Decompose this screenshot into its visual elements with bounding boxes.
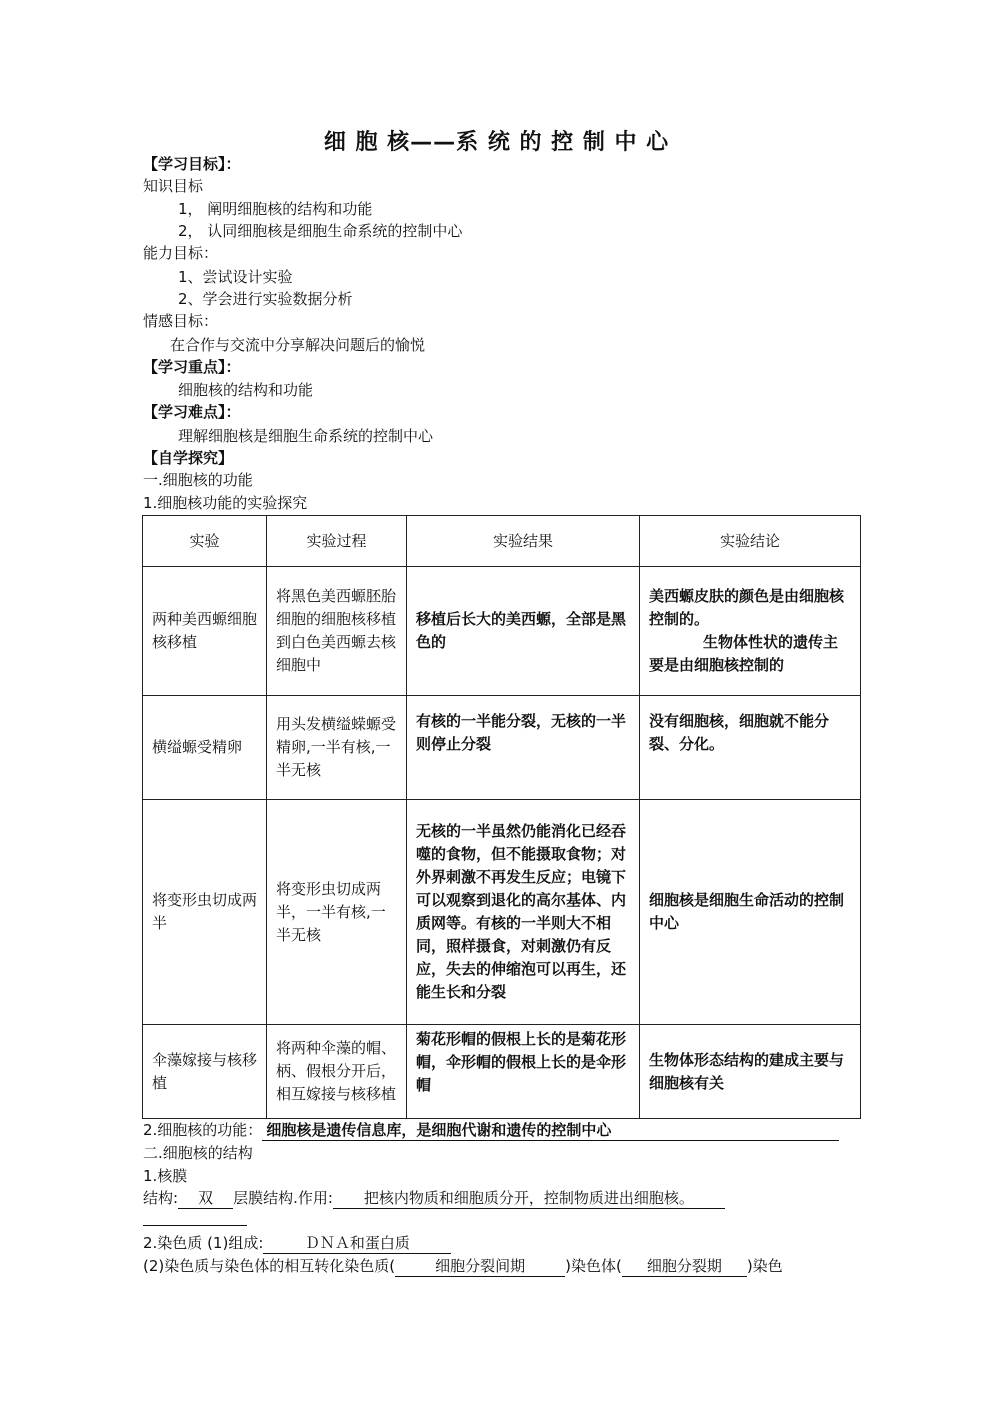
layers-answer: 双 bbox=[178, 1188, 233, 1209]
structure-prefix: 结构: bbox=[143, 1189, 179, 1207]
emotion-goal-label: 情感目标： bbox=[143, 312, 219, 330]
transform-suffix: )染色 bbox=[746, 1257, 783, 1275]
header-conclusion: 实验结论 bbox=[640, 516, 861, 567]
cell-process: 将变形虫切成两半，一半有核,一半无核 bbox=[267, 800, 407, 1025]
membrane-structure-line bbox=[143, 1188, 725, 1209]
key-point-heading: 【学习重点】： bbox=[143, 358, 241, 376]
conclusion-line: 美西螈皮肤的颜色是由细胞核控制的。 bbox=[649, 587, 845, 628]
cell-conclusion: 生物体形态结构的建成主要与细胞核有关 bbox=[640, 1025, 861, 1119]
function-line bbox=[143, 1120, 839, 1141]
cell-conclusion: 没有细胞核，细胞就不能分裂、分化。 bbox=[640, 696, 861, 800]
section-one-subtitle: 1.细胞核功能的实验探究 bbox=[143, 494, 308, 512]
emotion-goal-text: 在合作与交流中分享解决问题后的愉悦 bbox=[170, 336, 426, 354]
key-point-text: 细胞核的结构和功能 bbox=[178, 381, 314, 399]
table-header-row bbox=[143, 516, 861, 567]
answer-line-continuation bbox=[143, 1225, 247, 1226]
section-one-title: 一.细胞核的功能 bbox=[143, 471, 253, 489]
transform-answer-division: 细胞分裂期 bbox=[622, 1256, 747, 1277]
chromatin-transform-line bbox=[143, 1256, 783, 1277]
explore-heading: 【自学探究】 bbox=[143, 449, 234, 467]
knowledge-goal-item: 1， 阐明细胞核的结构和功能 bbox=[178, 200, 373, 218]
transform-mid: )染色体( bbox=[565, 1257, 622, 1275]
ability-goal-label: 能力目标： bbox=[143, 244, 219, 262]
table-row bbox=[143, 567, 861, 696]
cell-process: 将黑色美西螈胚胎细胞的细胞核移植到白色美西螈去核细胞中 bbox=[267, 567, 407, 696]
knowledge-goal-label: 知识目标 bbox=[143, 177, 204, 195]
section-two-title: 二.细胞核的结构 bbox=[143, 1144, 253, 1162]
cell-experiment: 将变形虫切成两半 bbox=[143, 800, 267, 1025]
function-label: 2.细胞核的功能： bbox=[143, 1121, 263, 1139]
transform-prefix: (2)染色质与染色体的相互转化染色质( bbox=[143, 1257, 396, 1275]
structure-mid: 层膜结构.作用: bbox=[233, 1189, 333, 1207]
ability-goal-item: 1、尝试设计实验 bbox=[178, 268, 293, 286]
chromatin-composition-answer: ＤＮＡ和蛋白质 bbox=[263, 1233, 451, 1254]
goals-heading: 【学习目标】： bbox=[143, 155, 241, 173]
chromatin-prefix: 2.染色质 (1)组成: bbox=[143, 1234, 264, 1252]
membrane-role-answer: 把核内物质和细胞质分开，控制物质进出细胞核。 bbox=[333, 1188, 725, 1209]
cell-experiment: 伞藻嫁接与核移植 bbox=[143, 1025, 267, 1119]
cell-process: 将两种伞藻的帽、柄、假根分开后，相互嫁接与核移植 bbox=[267, 1025, 407, 1119]
cell-result: 无核的一半虽然仍能消化已经吞噬的食物，但不能摄取食物；对外界刺激不再发生反应；电镜下可以观察到退化的高尔基体、内质网等。有核的一半则大不相同，照样摄食，对刺激仍有反应，失去的伸缩泡可以再生，还能生长和分裂 bbox=[407, 800, 640, 1025]
cell-experiment: 横缢螈受精卵 bbox=[143, 696, 267, 800]
knowledge-goal-item: 2， 认同细胞核是细胞生命系统的控制中心 bbox=[178, 222, 463, 240]
chromatin-line bbox=[143, 1233, 451, 1254]
difficulty-text: 理解细胞核是细胞生命系统的控制中心 bbox=[178, 427, 434, 445]
page-title: 细 胞 核——系 统 的 控 制 中 心 bbox=[323, 130, 670, 155]
table-row bbox=[143, 696, 861, 800]
table-row bbox=[143, 800, 861, 1025]
cell-conclusion bbox=[640, 567, 861, 696]
cell-experiment: 两种美西螈细胞核移植 bbox=[143, 567, 267, 696]
header-experiment: 实验 bbox=[143, 516, 267, 567]
experiment-table bbox=[142, 515, 861, 1119]
header-process: 实验过程 bbox=[267, 516, 407, 567]
cell-result: 有核的一半能分裂，无核的一半则停止分裂 bbox=[407, 696, 640, 800]
cell-conclusion: 细胞核是细胞生命活动的控制中心 bbox=[640, 800, 861, 1025]
table-row bbox=[143, 1025, 861, 1119]
cell-process: 用头发横缢蝾螈受精卵,一半有核,一半无核 bbox=[267, 696, 407, 800]
transform-answer-interphase: 细胞分裂间期 bbox=[395, 1256, 565, 1277]
cell-result: 移植后长大的美西螈，全部是黑色的 bbox=[407, 567, 640, 696]
conclusion-line: 生物体性状的遗传主要是由细胞核控制的 bbox=[649, 633, 839, 674]
nuclear-membrane-label: 1.核膜 bbox=[143, 1167, 188, 1185]
cell-result: 菊花形帽的假根上长的是菊花形帽，伞形帽的假根上长的是伞形帽 bbox=[407, 1025, 640, 1119]
ability-goal-item: 2、学会进行实验数据分析 bbox=[178, 290, 353, 308]
function-answer: 细胞核是遗传信息库，是细胞代谢和遗传的控制中心 bbox=[262, 1120, 839, 1141]
header-result: 实验结果 bbox=[407, 516, 640, 567]
difficulty-heading: 【学习难点】： bbox=[143, 403, 241, 421]
